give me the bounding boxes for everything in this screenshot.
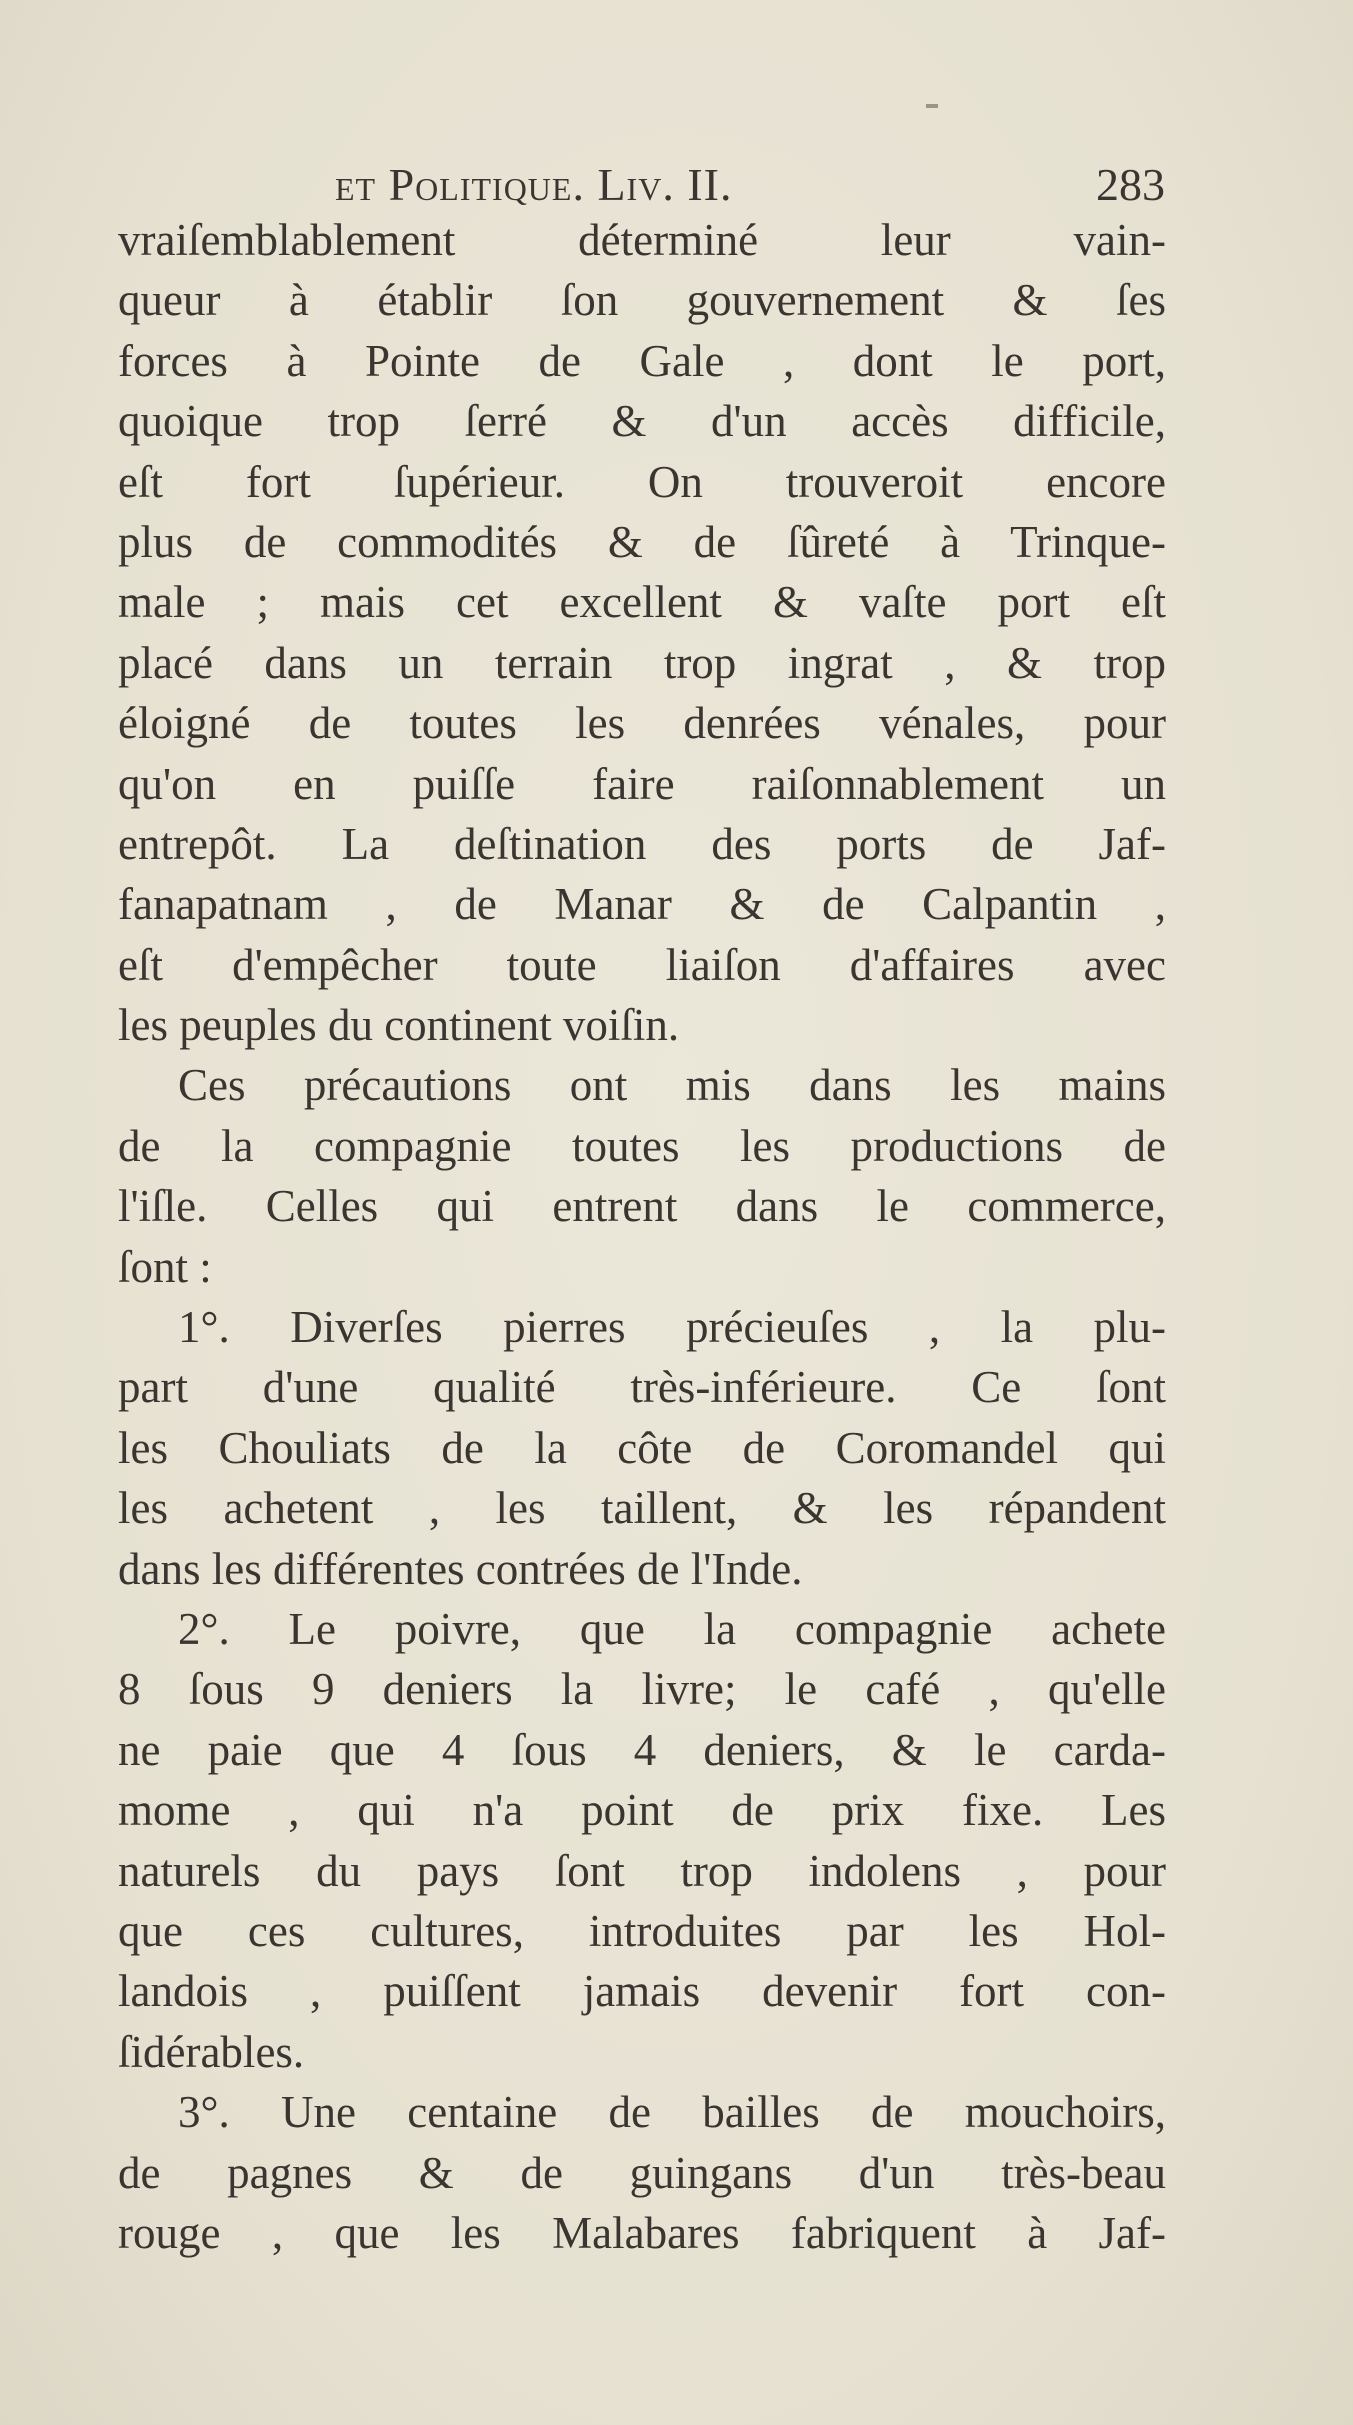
text-line: forces à Pointe de Gale , dont le port, xyxy=(118,335,1166,386)
text-line: de pagnes & de guingans d'un très-beau xyxy=(118,2147,1166,2198)
text-line: male ; mais cet excellent & vaſte port eſt xyxy=(118,577,1166,628)
text-line: quoique trop ſerré & d'un accès difficile, xyxy=(118,396,1166,447)
text-line: part d'une qualité très-inférieure. Ce ſont xyxy=(118,1362,1166,1413)
text-line: rouge , que les Malabares fabriquent à Jaf- xyxy=(118,2207,1166,2258)
text-line: fanapatnam , de Manar & de Calpantin , xyxy=(118,879,1166,930)
text-line: ſidérables. xyxy=(118,2026,305,2077)
text-line: 8 ſous 9 deniers la livre; le café , qu'elle xyxy=(118,1664,1166,1715)
text-line: qu'on en puiſſe faire raiſonnablement un xyxy=(118,758,1166,809)
print-mark xyxy=(926,104,938,108)
text-line: entrepôt. La deſtination des ports de Jaf- xyxy=(118,818,1166,869)
text-line: 2°. Le poivre, que la compagnie achete xyxy=(178,1603,1166,1654)
text-line: naturels du pays ſont trop indolens , pour xyxy=(118,1845,1166,1896)
page-header xyxy=(335,158,1165,218)
text-line: vraiſemblablement déterminé leur vain- xyxy=(118,215,1166,265)
body-text xyxy=(118,210,1166,2263)
text-line: les Chouliats de la côte de Coromandel qui xyxy=(118,1422,1166,1473)
text-line: eſt d'empêcher toute liaiſon d'affaires avec xyxy=(118,939,1166,990)
text-line: landois , puiſſent jamais devenir fort con- xyxy=(118,1966,1166,2017)
text-line: les achetent , les taillent, & les répandent xyxy=(118,1483,1166,1534)
text-line: de la compagnie toutes les productions de xyxy=(118,1120,1166,1171)
running-title: et Politique. Liv. II. xyxy=(335,159,733,210)
text-line: que ces cultures, introduites par les Hol- xyxy=(118,1905,1166,1956)
text-line: dans les différentes contrées de l'Inde. xyxy=(118,1543,803,1594)
text-line: eſt fort ſupérieur. On trouveroit encore xyxy=(118,456,1166,507)
text-line: les peuples du continent voiſin. xyxy=(118,1000,680,1051)
text-line: 3°. Une centaine de bailles de mouchoirs, xyxy=(178,2087,1166,2138)
text-line: l'iſle. Celles qui entrent dans le commerce, xyxy=(118,1181,1166,1232)
text-line: plus de commodités & de ſûreté à Trinque- xyxy=(118,516,1166,567)
text-line: 1°. Diverſes pierres précieuſes , la plu- xyxy=(178,1302,1166,1353)
page-number: 283 xyxy=(1096,159,1165,210)
text-line: Ces précautions ont mis dans les mains xyxy=(178,1060,1166,1111)
text-line: ne paie que 4 ſous 4 deniers, & le carda- xyxy=(118,1724,1166,1775)
text-line: mome , qui n'a point de prix fixe. Les xyxy=(118,1785,1166,1836)
text-line: queur à établir ſon gouvernement & ſes xyxy=(118,275,1166,326)
text-line: placé dans un terrain trop ingrat , & trop xyxy=(118,637,1166,688)
text-line: ſont : xyxy=(118,1241,212,1292)
text-line: éloigné de toutes les denrées vénales, pour xyxy=(118,698,1166,749)
